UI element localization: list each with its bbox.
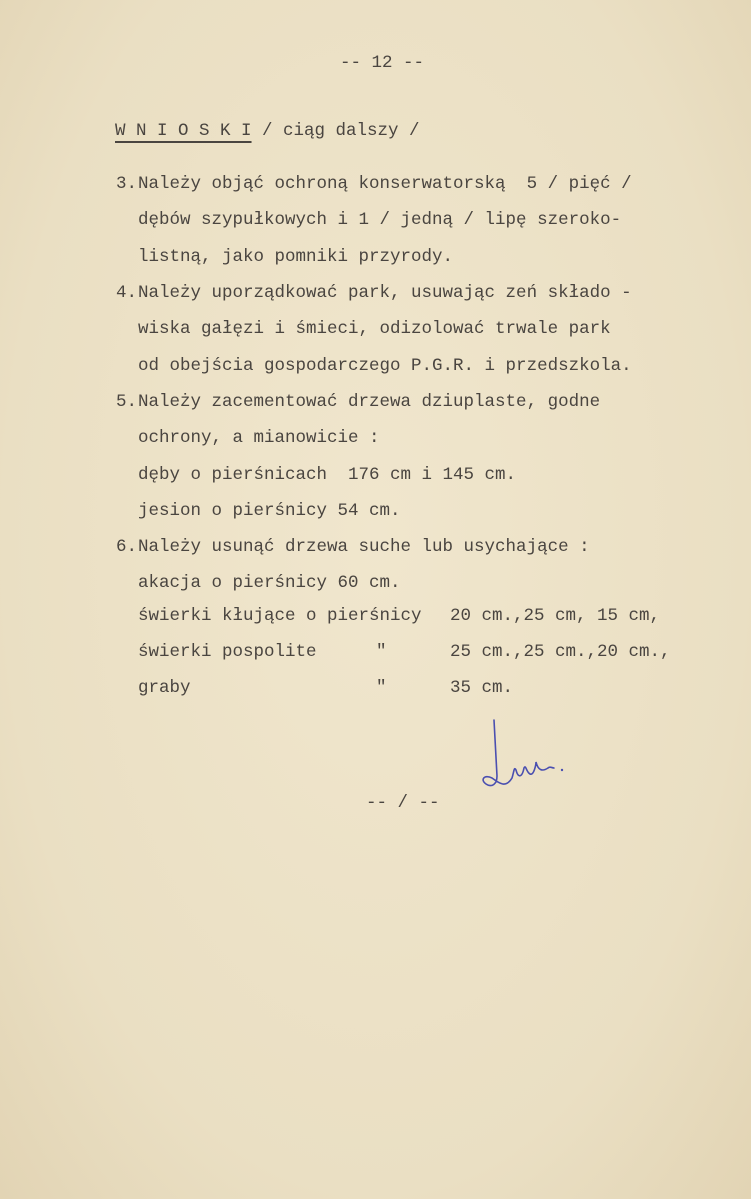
ditto-mark: "	[376, 642, 387, 662]
tree-sizes: 25 cm.,25 cm.,20 cm.,	[450, 642, 671, 662]
item-line: Należy objąć ochroną konserwatorską 5 / pięć /	[138, 174, 632, 194]
item-line: wiska gałęzi i śmieci, odizolować trwale park	[138, 319, 611, 339]
item-line: jesion o pierśnicy 54 cm.	[138, 501, 401, 521]
item-line: listną, jako pomniki przyrody.	[138, 247, 454, 267]
page-number: -- 12 --	[340, 53, 425, 73]
item-line: Należy usunąć drzewa suche lub usychające :	[138, 537, 590, 557]
heading-suffix: / ciąg dalszy /	[251, 121, 420, 141]
item-line: dębów szypułkowych i 1 / jedną / lipę szeroko-	[138, 210, 622, 230]
tree-sizes: 20 cm.,25 cm, 15 cm,	[450, 606, 661, 626]
tree-name: świerki pospolite	[138, 642, 317, 662]
tree-name: świerki kłujące o pierśnicy	[138, 606, 422, 626]
item-line: Należy uporządkować park, usuwając zeń składo -	[138, 283, 632, 303]
ditto-mark: "	[376, 678, 387, 698]
section-heading	[115, 121, 420, 141]
tree-sizes: 35 cm.	[450, 678, 514, 698]
item-line: akacja o pierśnicy 60 cm.	[138, 573, 401, 593]
tree-name: graby	[138, 678, 191, 698]
heading-title: W N I O S K I	[115, 121, 252, 141]
item-number: 6.	[116, 537, 138, 557]
footer-mark: -- / --	[366, 793, 440, 813]
item-line: od obejścia gospodarczego P.G.R. i przedszkola.	[138, 356, 632, 376]
item-line: ochrony, a mianowicie :	[138, 428, 380, 448]
handwritten-signature	[478, 718, 568, 798]
item-number: 4.	[116, 283, 138, 303]
item-line: dęby o pierśnicach 176 cm i 145 cm.	[138, 465, 517, 485]
item-number: 5.	[116, 392, 138, 412]
item-line: Należy zacementować drzewa dziuplaste, godne	[138, 392, 601, 412]
item-number: 3.	[116, 174, 138, 194]
